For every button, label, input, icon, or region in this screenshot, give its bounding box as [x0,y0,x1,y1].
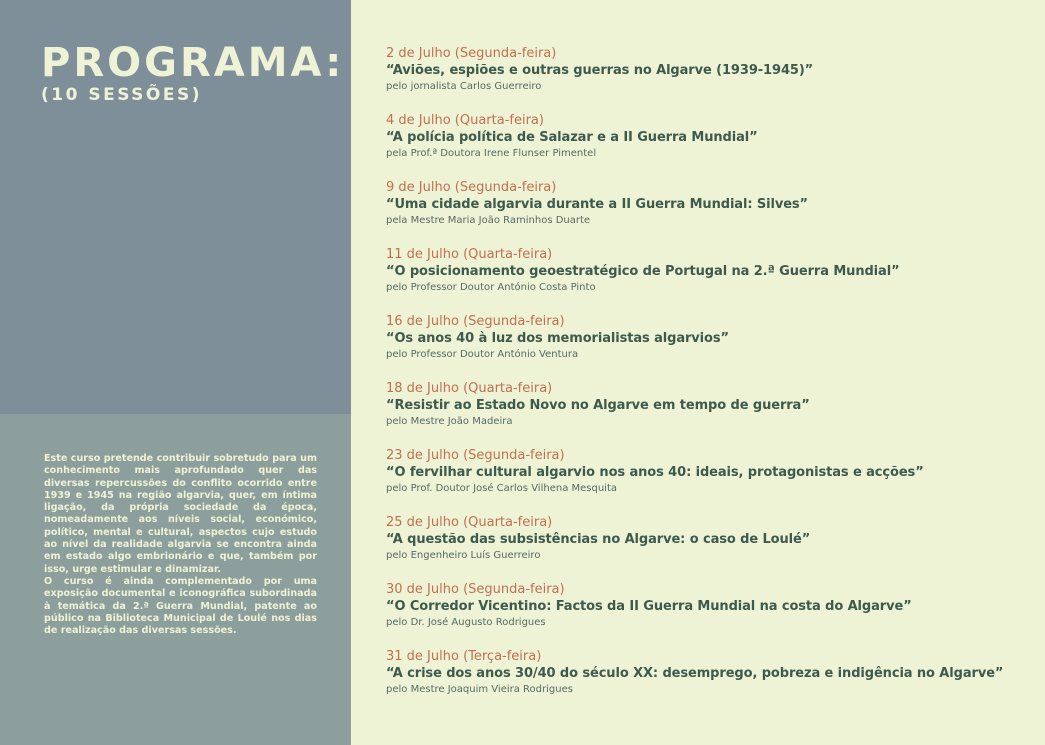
session-title: “A polícia política de Salazar e a II Guerra Mundial” [386,130,758,145]
session-title: “Aviões, espiões e outras guerras no Algarve (1939-1945)” [386,63,814,78]
session-date: 25 de Julho (Quarta-feira) [386,515,553,530]
session-date: 4 de Julho (Quarta-feira) [386,113,544,128]
session-date: 9 de Julho (Segunda-feira) [386,180,557,195]
session-item [386,113,1026,180]
session-speaker: pelo Mestre Joaquim Vieira Rodrigues [386,684,573,695]
session-title: “O fervilhar cultural algarvio nos anos 40: ideais, protagonistas e acções” [386,465,924,480]
session-title: “A questão das subsistências no Algarve: o caso de Loulé” [386,532,811,547]
session-title: “Os anos 40 à luz dos memorialistas algarvios” [386,331,729,346]
session-item [386,381,1026,448]
session-date: 30 de Julho (Segunda-feira) [386,582,565,597]
session-title: “O posicionamento geoestratégico de Portugal na 2.ª Guerra Mundial” [386,264,900,279]
session-item [386,247,1026,314]
session-speaker: pela Prof.ª Doutora Irene Flunser Pimentel [386,148,597,159]
page-title: PROGRAMA: [41,40,345,86]
description-paragraph: Este curso pretende contribuir sobretudo para um conhecimento mais aprofundado quer das diversas repercussões do conflito ocorrido entre 1939 e 1945 na região algarvia, quer, em íntima ligação, da própria sociedade da época, nomeadamente aos níveis social, económico, político, mental e cultural, aspectos cujo estudo ao nível da realidade algarvia se encontra ainda em estado algo embrionário e que, também por isso, urge estimular e dinamizar. [44,453,317,575]
session-date: 18 de Julho (Quarta-feira) [386,381,553,396]
session-speaker: pelo Professor Doutor António Costa Pinto [386,282,596,293]
session-item [386,180,1026,247]
session-list [386,46,1026,716]
session-title: “Uma cidade algarvia durante a II Guerra Mundial: Silves” [386,197,809,212]
session-title: “Resistir ao Estado Novo no Algarve em tempo de guerra” [386,398,810,413]
session-speaker: pelo Mestre João Madeira [386,416,513,427]
session-date: 2 de Julho (Segunda-feira) [386,46,557,61]
session-speaker: pelo Prof. Doutor José Carlos Vilhena Mesquita [386,483,618,494]
session-speaker: pela Mestre Maria João Raminhos Duarte [386,215,591,226]
session-speaker: pelo Professor Doutor António Ventura [386,349,579,360]
session-date: 16 de Julho (Segunda-feira) [386,314,565,329]
session-date: 23 de Julho (Segunda-feira) [386,448,565,463]
session-item [386,515,1026,582]
session-date: 31 de Julho (Terça-feira) [386,649,542,664]
sidebar-top-panel [0,0,351,414]
session-speaker: pelo Dr. José Augusto Rodrigues [386,617,546,628]
session-item [386,46,1026,113]
session-item [386,582,1026,649]
course-description [44,453,317,637]
session-item [386,448,1026,515]
session-title: “A crise dos anos 30/40 do século XX: desemprego, pobreza e indigência no Algarve” [386,666,1004,681]
session-title: “O Corredor Vicentino: Factos da II Guerra Mundial na costa do Algarve” [386,599,912,614]
session-item [386,649,1026,716]
session-date: 11 de Julho (Quarta-feira) [386,247,553,262]
session-item [386,314,1026,381]
description-paragraph: O curso é ainda complementado por uma exposição documental e iconográfica subordinada à temática da 2.ª Guerra Mundial, patente ao público na Biblioteca Municipal de Loulé nos dias de realização das diversas sessões. [44,575,317,637]
session-speaker: pelo jornalista Carlos Guerreiro [386,81,542,92]
page-subtitle: (10 SESSÕES) [41,85,203,105]
session-speaker: pelo Engenheiro Luís Guerreiro [386,550,541,561]
